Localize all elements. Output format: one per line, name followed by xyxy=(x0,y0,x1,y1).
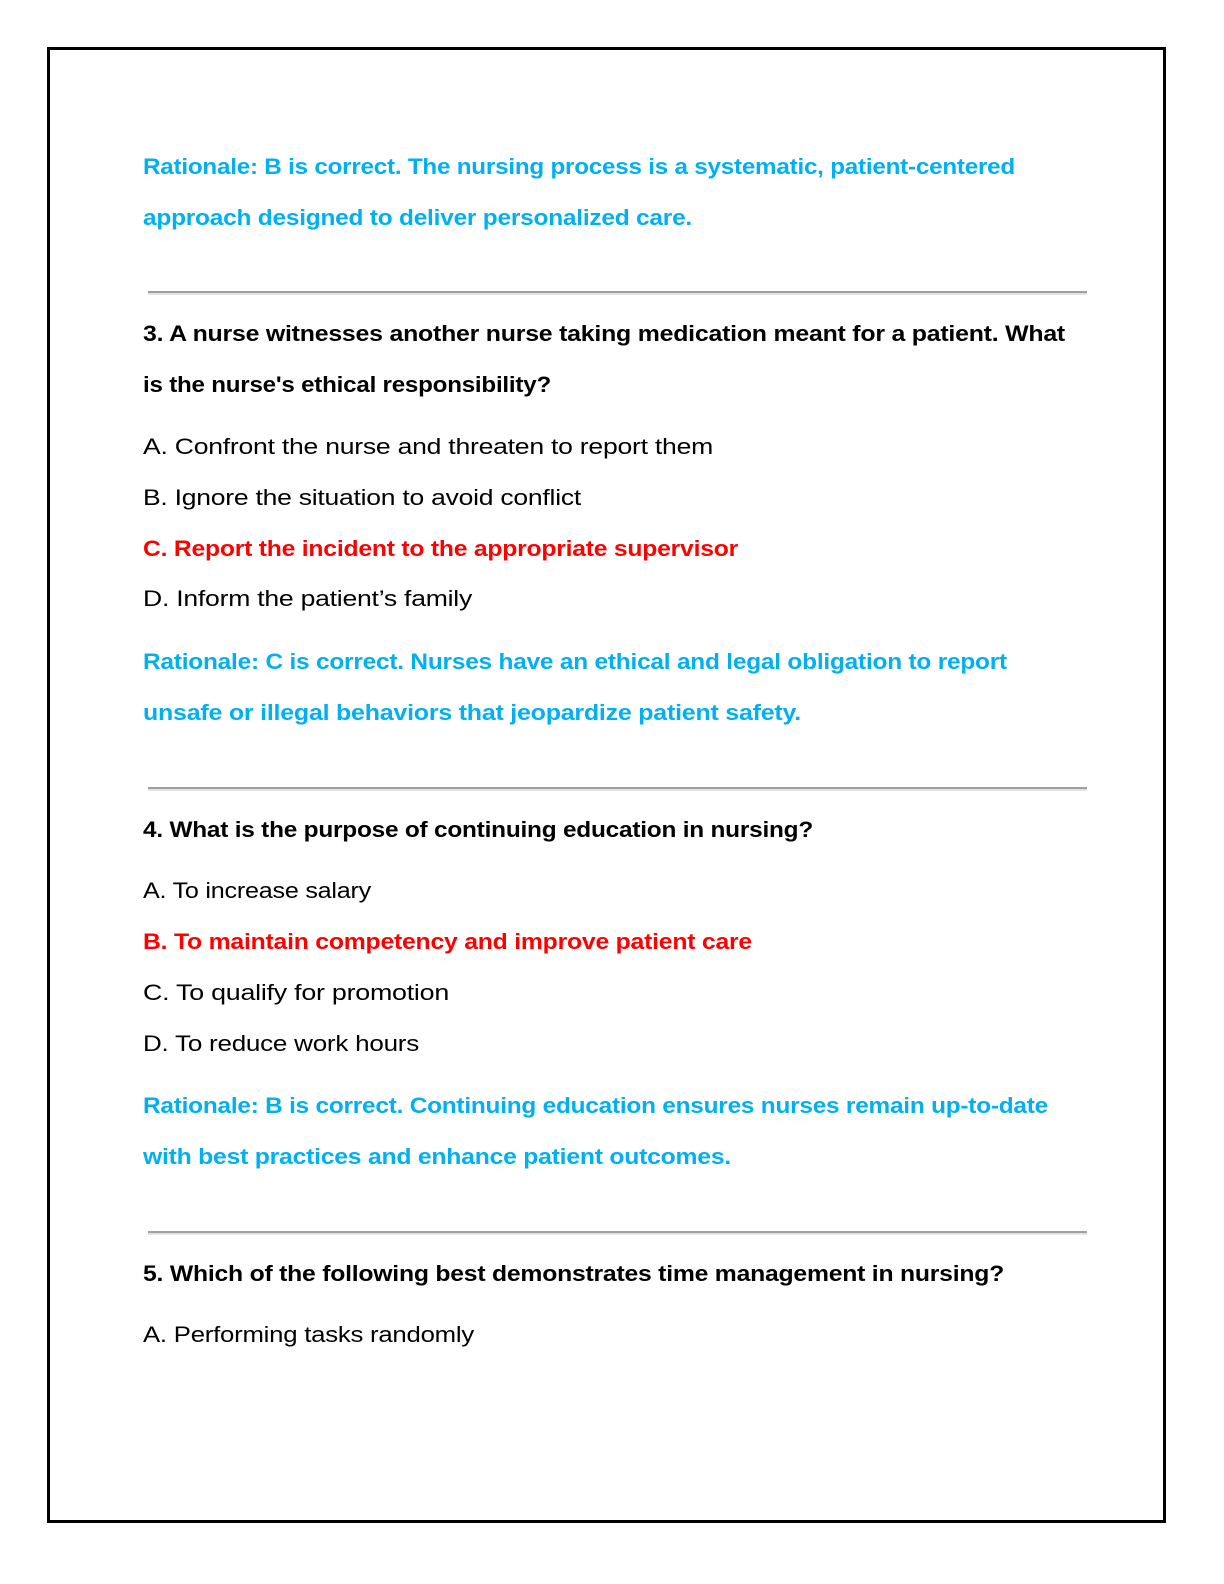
question-4-option-c: C. To qualify for promotion xyxy=(143,980,449,1005)
question-3-option-d: D. Inform the patient’s family xyxy=(143,586,473,611)
question-4-line-1: 4. What is the purpose of continuing education in nursing? xyxy=(143,817,814,842)
question-3-line-1: 3. A nurse witnesses another nurse taking medication meant for a patient. What xyxy=(143,321,1066,346)
question-5-line-1: 5. Which of the following best demonstrates time management in nursing? xyxy=(143,1261,1005,1286)
rationale-q2-line-1: Rationale: B is correct. The nursing process is a systematic, patient-centered xyxy=(143,154,1015,179)
page-border xyxy=(47,47,1166,1523)
horizontal-rule xyxy=(148,291,1087,295)
question-3-line-2: is the nurse's ethical responsibility? xyxy=(143,372,551,397)
rationale-q3-line-1: Rationale: C is correct. Nurses have an ethical and legal obligation to report xyxy=(143,649,1007,674)
question-4-option-a: A. To increase salary xyxy=(143,878,372,903)
rationale-q4-line-1: Rationale: B is correct. Continuing education ensures nurses remain up-to-date xyxy=(143,1093,1049,1118)
question-5-option-a: A. Performing tasks randomly xyxy=(143,1322,475,1347)
horizontal-rule xyxy=(148,787,1087,791)
rationale-q3-line-2: unsafe or illegal behaviors that jeopardize patient safety. xyxy=(143,700,802,725)
question-3-option-a: A. Confront the nurse and threaten to report them xyxy=(143,434,713,459)
question-4-option-b-correct: B. To maintain competency and improve patient care xyxy=(143,929,752,954)
rationale-q4-line-2: with best practices and enhance patient outcomes. xyxy=(143,1144,732,1169)
question-4-option-d: D. To reduce work hours xyxy=(143,1031,420,1056)
question-3-option-c-correct: C. Report the incident to the appropriate supervisor xyxy=(143,536,738,561)
question-3-option-b: B. Ignore the situation to avoid conflict xyxy=(143,485,581,510)
horizontal-rule xyxy=(148,1231,1087,1235)
rationale-q2-line-2: approach designed to deliver personalized care. xyxy=(143,205,693,230)
